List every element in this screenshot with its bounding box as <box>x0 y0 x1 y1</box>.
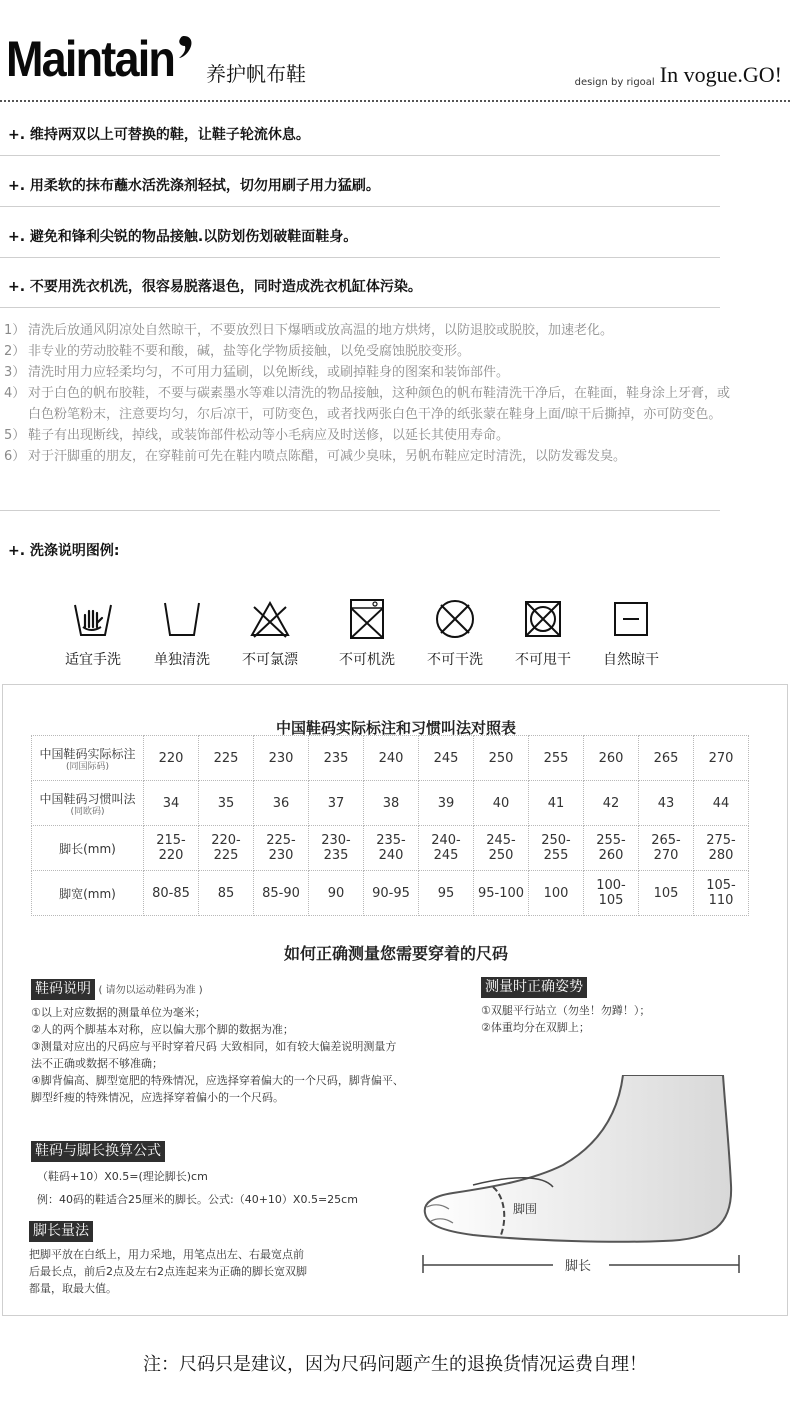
note-text: 对于汗脚重的朋友，在穿鞋前可先在鞋内喷点陈醋，可减少臭味，另帆布鞋应定时清洗，以防发霉发臭。 <box>28 449 627 464</box>
row-header-sub: (同国际码) <box>65 761 110 772</box>
hand-wash-icon <box>71 597 115 641</box>
table-cell: 36 <box>254 781 309 826</box>
legend-label: 单独清洗 <box>154 652 210 668</box>
table-cell: 85-90 <box>254 871 309 916</box>
note-text: 对于白色的帆布胶鞋，不要与碳素墨水等难以清洗的物品接触，这种颜色的帆布鞋清洗干净后，在鞋面，鞋身涂上牙膏，或白色粉笔粉末，注意要均匀，尔后凉干，可防变色，或者找两张白色干净的纸张蒙在鞋身上面/晾干后撕掉，亦可防变色。 <box>28 386 731 422</box>
table-cell: 38 <box>364 781 419 826</box>
table-cell: 90-95 <box>364 871 419 916</box>
table-cell: 220-225 <box>199 826 254 871</box>
note-item <box>4 383 734 425</box>
method-tag: 脚长量法 <box>29 1221 93 1242</box>
natural-dry-icon <box>609 597 653 641</box>
row-header <box>32 871 144 916</box>
note-item <box>4 341 734 362</box>
legend-label: 适宜手洗 <box>65 652 121 668</box>
apostrophe-mark <box>176 34 196 60</box>
table-row <box>32 781 749 826</box>
no-bleach-icon <box>248 597 292 641</box>
table-cell: 240 <box>364 736 419 781</box>
legend-label: 不可干洗 <box>427 652 483 668</box>
row-header-label: 脚宽(mm) <box>59 886 116 901</box>
legend-item-natural-dry <box>588 597 674 669</box>
table-cell: 215-220 <box>144 826 199 871</box>
size-note-lines <box>31 1004 406 1106</box>
table-cell: 95-100 <box>474 871 529 916</box>
posture-line: ②体重均分在双脚上； <box>481 1021 590 1034</box>
table-cell: 240-245 <box>419 826 474 871</box>
foot-measure-illustration <box>413 1075 753 1275</box>
note-text: 清洗后放通风阴凉处自然晾干，不要放烈日下爆晒或放高温的地方烘烤，以防退胶或脱胶，加速老化。 <box>28 323 614 338</box>
table-cell: 80-85 <box>144 871 199 916</box>
size-note-tag: 鞋码说明 <box>31 979 95 1000</box>
table-cell: 260 <box>584 736 639 781</box>
legend-label: 自然晾干 <box>603 652 659 668</box>
table-cell: 235 <box>309 736 364 781</box>
table-cell: 255-260 <box>584 826 639 871</box>
table-row <box>32 736 749 781</box>
note-number: 6） <box>4 449 26 464</box>
size-note-line: ①以上对应数据的测量单位为毫米； <box>31 1006 206 1019</box>
divider <box>0 510 720 511</box>
credit-prefix: design by rigoal <box>574 77 655 88</box>
table-cell: 220 <box>144 736 199 781</box>
table-cell: 100-105 <box>584 871 639 916</box>
table-cell: 250-255 <box>529 826 584 871</box>
table-cell: 42 <box>584 781 639 826</box>
note-item <box>4 446 734 467</box>
table-cell: 37 <box>309 781 364 826</box>
size-table <box>31 735 749 916</box>
size-note-line: ④脚背偏高、脚型宽肥的特殊情况，应选择穿着偏大的一个尺码，脚背偏平、脚型纤瘦的特殊情况，应选择穿着偏小的一个尺码。 <box>31 1074 404 1104</box>
note-item <box>4 425 734 446</box>
tip-item: +. 不要用洗衣机洗，很容易脱落退色，同时造成洗衣机缸体污染。 <box>8 279 422 295</box>
size-note-block <box>31 979 406 1106</box>
table-cell: 265-270 <box>639 826 694 871</box>
no-tumble-dry-icon <box>521 597 565 641</box>
table-cell: 95 <box>419 871 474 916</box>
table-row <box>32 871 749 916</box>
tip-item: +. 用柔软的抹布蘸水活洗涤剂轻拭，切勿用刷子用力猛刷。 <box>8 178 380 194</box>
note-text: 清洗时用力应轻柔均匀，不可用力猛刷，以免断线，或刷掉鞋身的图案和装饰部件。 <box>28 365 510 380</box>
formula-line: 例：40码的鞋适合25厘米的脚长。公式:（40+10）X0.5=25cm <box>37 1193 358 1206</box>
divider <box>0 257 720 258</box>
row-header-label: 中国鞋码习惯叫法 <box>39 791 136 806</box>
measure-title: 如何正确测量您需要穿着的尺码 <box>283 944 508 963</box>
legend-label: 不可甩干 <box>515 652 571 668</box>
header-divider <box>0 100 790 102</box>
size-note-hint: ( 请勿以运动鞋码为准 ) <box>98 985 203 996</box>
table-cell: 40 <box>474 781 529 826</box>
tip-item: +. 维持两双以上可替换的鞋，让鞋子轮流休息。 <box>8 127 310 143</box>
size-table-title: 中国鞋码实际标注和习惯叫法对照表 <box>275 719 516 737</box>
table-cell: 44 <box>694 781 749 826</box>
girth-label: 脚围 <box>513 1202 538 1216</box>
legend-item-no-dry-clean <box>412 597 498 669</box>
table-cell: 100 <box>529 871 584 916</box>
table-cell: 265 <box>639 736 694 781</box>
row-header <box>32 826 144 871</box>
no-machine-wash-icon <box>345 597 389 641</box>
table-cell: 245-250 <box>474 826 529 871</box>
care-notes <box>4 320 734 467</box>
note-text: 非专业的劳动胶鞋不要和酸，碱，盐等化学物质接触，以免受腐蚀脱胶变形。 <box>28 344 471 359</box>
note-number: 1） <box>4 323 26 338</box>
note-number: 5） <box>4 428 26 443</box>
row-header-label: 脚长(mm) <box>59 841 116 856</box>
table-cell: 230 <box>254 736 309 781</box>
table-cell: 105-110 <box>694 871 749 916</box>
length-label: 脚长 <box>565 1259 592 1274</box>
table-cell: 34 <box>144 781 199 826</box>
legend-item-hand-wash <box>50 597 136 669</box>
divider <box>0 155 720 156</box>
table-cell: 225 <box>199 736 254 781</box>
note-item <box>4 362 734 383</box>
size-note-line: ③测量对应出的尺码应与平时穿着尺码 大致相同，如有较大偏差说明测量方法不正确或数据不够准确； <box>31 1040 397 1070</box>
table-row <box>32 826 749 871</box>
divider <box>0 206 720 207</box>
table-cell: 270 <box>694 736 749 781</box>
table-cell: 245 <box>419 736 474 781</box>
table-cell: 85 <box>199 871 254 916</box>
row-header-sub: (同欧码) <box>70 806 105 817</box>
legend-item-wash-tub <box>139 597 225 669</box>
size-note-line: ②人的两个脚基本对称，应以偏大那个脚的数据为准； <box>31 1023 294 1036</box>
posture-lines <box>481 1002 771 1036</box>
wash-tub-icon <box>160 597 204 641</box>
credit-logo: In vogue.GO! <box>659 62 782 87</box>
posture-line: ①双腿平行站立（勿坐！勿蹲！）； <box>481 1004 651 1017</box>
legend-item-no-bleach <box>227 597 313 669</box>
legend-title: +. 洗涤说明图例: <box>8 543 120 559</box>
header <box>0 0 790 102</box>
table-cell: 255 <box>529 736 584 781</box>
method-text: 把脚平放在白纸上，用力采地，用笔点出左、右最宽点前后最长点，前后2点及左右2点连起来为正确的脚长宽双脚都量，取最大值。 <box>29 1248 307 1295</box>
table-cell: 235-240 <box>364 826 419 871</box>
legend-item-no-machine-wash <box>324 597 410 669</box>
row-header <box>32 781 144 826</box>
table-cell: 230-235 <box>309 826 364 871</box>
size-guide-card <box>2 684 788 1316</box>
note-item <box>4 320 734 341</box>
credit <box>575 62 782 88</box>
tip-item: +. 避免和锋利尖锐的物品接触.以防划伤划破鞋面鞋身。 <box>8 229 358 245</box>
table-cell: 250 <box>474 736 529 781</box>
formula-lines <box>31 1168 411 1208</box>
posture-tag: 测量时正确姿势 <box>481 977 587 998</box>
brand-subtitle: 养护帆布鞋 <box>206 62 306 86</box>
final-note: 注：尺码只是建议，因为尺码问题产生的退换货情况运费自理！ <box>143 1354 647 1375</box>
table-cell: 90 <box>309 871 364 916</box>
method-block <box>29 1221 309 1297</box>
formula-line: （鞋码+10）X0.5=(理论脚长)cm <box>37 1170 208 1183</box>
legend-label: 不可机洗 <box>339 652 395 668</box>
table-cell: 41 <box>529 781 584 826</box>
formula-block <box>31 1141 411 1208</box>
divider <box>0 307 720 308</box>
foot-outline <box>425 1075 731 1242</box>
legend-label: 不可氯漂 <box>242 652 298 668</box>
table-cell: 275-280 <box>694 826 749 871</box>
brand-title: Maintain <box>6 31 175 87</box>
posture-block <box>481 977 771 1036</box>
note-number: 4） <box>4 386 26 401</box>
table-cell: 35 <box>199 781 254 826</box>
no-dry-clean-icon <box>433 597 477 641</box>
note-number: 3） <box>4 365 26 380</box>
row-header <box>32 736 144 781</box>
table-cell: 225-230 <box>254 826 309 871</box>
table-cell: 39 <box>419 781 474 826</box>
table-cell: 43 <box>639 781 694 826</box>
note-text: 鞋子有出现断线，掉线，或装饰部件松动等小毛病应及时送修，以延长其使用寿命。 <box>28 428 510 443</box>
legend-item-no-tumble-dry <box>500 597 586 669</box>
row-header-label: 中国鞋码实际标注 <box>39 746 136 761</box>
table-cell: 105 <box>639 871 694 916</box>
note-number: 2） <box>4 344 26 359</box>
formula-tag: 鞋码与脚长换算公式 <box>31 1141 165 1162</box>
